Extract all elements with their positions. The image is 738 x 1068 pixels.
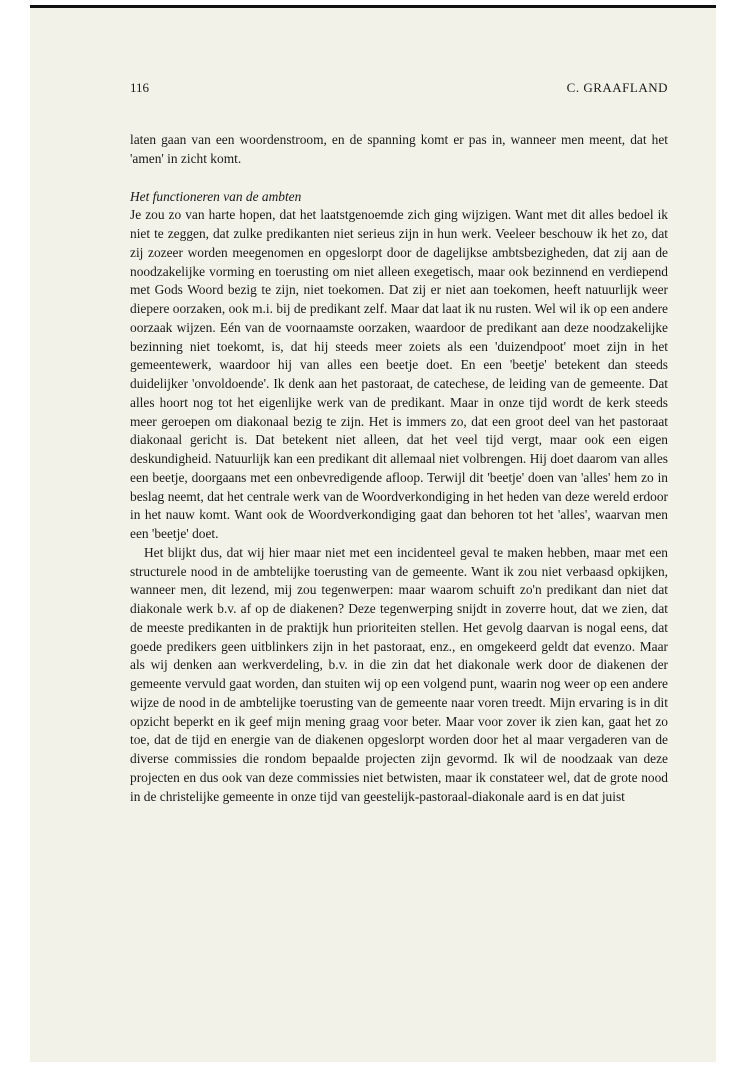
section-heading: Het functioneren van de ambten <box>130 188 302 204</box>
paragraph-1: Je zou zo van harte hopen, dat het laatstgenoemde zich ging wijzigen. Want met dit alles bedoel ik niet te zeggen, dat zulke predikanten niet serieus zijn in hun werk. Veeleer beschouw ik het zo, dat zij zozeer worden meegenomen en opgeslorpt door de dagelijkse ambtsbezigheden, dat zij aan de noodzakelijke vorming en toerusting om niet alleen exegetisch, maar ook bezinnend en verdiepend met Gods Woord bezig te zijn, niet toekomen. Dat zij er niet aan toekomen, heeft natuurlijk weer diepere oorzaken, ook m.i. bij de predikant zelf. Maar dat laat ik nu rusten. Wel wil ik op een andere oorzaak wijzen. Eén van de voornaamste oorzaken, waardoor de predikant aan deze noodzakelijke bezinning niet toekomt, is, dat hij steeds meer zoiets als een 'duizendpoot' moet zijn in het gemeentewerk, waardoor hij van alles een beetje doet. En een 'beetje' betekent dan steeds duidelijker 'onvoldoende'. Ik denk aan het pastoraat, de catechese, de leiding van de gemeente. Dat alles hoort nog tot het eigenlijke werk van de predikant. Maar in onze tijd wordt de kerk steeds meer geroepen om diakonaal bezig te zijn. Het is immers zo, dat een groot deel van het pastoraat diakonaal gericht is. Dat betekent niet alleen, dat het veel tijd vergt, maar ook een eigen deskundigheid. Natuurlijk kan een predikant dit allemaal niet volbrengen. Hij doet daarom van alles een beetje, doorgaans met een onbevredigende afloop. Terwijl dit 'beetje' doen van 'alles' hem zo in beslag neemt, dat het centrale werk van de Woordverkondiging in het heden van deze wereld erdoor in het nauw komt. Want ook de Woordverkondiging gaat dan behoren tot het 'alles', waarvan men een 'beetje' doet. <box>130 207 668 541</box>
paragraph-2: Het blijkt dus, dat wij hier maar niet met een incidenteel geval te maken hebben, maar met een structurele nood in de ambtelijke toerusting van de gemeente. Want ik zou niet verbaasd opkijken, wanneer men, dit lezend, mij zou tegenwerpen: maar waarom schuift zo'n predikant dan niet dat diakonale werk b.v. af op de diakenen? Deze tegenwerping snijdt in zoverre hout, dat we zien, dat de meeste predikanten in de praktijk hun prioriteiten stellen. Het gevolg daarvan is nogal eens, dat goede predikers geen uitblinkers zijn in het pastoraat, enz., en omgekeerd geldt dat evenzo. Maar als wij denken aan werkverdeling, b.v. in die zin dat het diakonale werk door de diakenen der gemeente vervuld gaat worden, dan stuiten wij op een volgend punt, waarin nog weer op een andere wijze de nood in de ambtelijke toerusting van de gemeente naar voren treedt. Mijn ervaring is in dit opzicht beperkt en ik geef mijn mening graag voor beter. Maar voor zover ik zien kan, gaat het zo toe, dat de tijd en energie van de diakenen opgeslorpt worden door het al maar vergaderen van de diverse commissies die rondom bepaalde projecten zijn gevormd. Ik wil de noodzaak van deze projecten en dus ook van deze commissies niet betwisten, maar ik constateer wel, dat de grote nood in de christelijke gemeente in onze tijd van geestelijk-pastoraal-diakonale aard is en dat juist <box>130 544 668 804</box>
page-number: 116 <box>130 80 150 95</box>
running-title: C. GRAAFLAND <box>566 80 668 95</box>
body-text <box>130 131 668 806</box>
running-header <box>130 80 668 96</box>
opening-paragraph: laten gaan van een woordenstroom, en de spanning komt er pas in, wanneer men meent, dat het 'amen' in zicht komt. <box>130 132 668 166</box>
document-page <box>30 8 716 1062</box>
